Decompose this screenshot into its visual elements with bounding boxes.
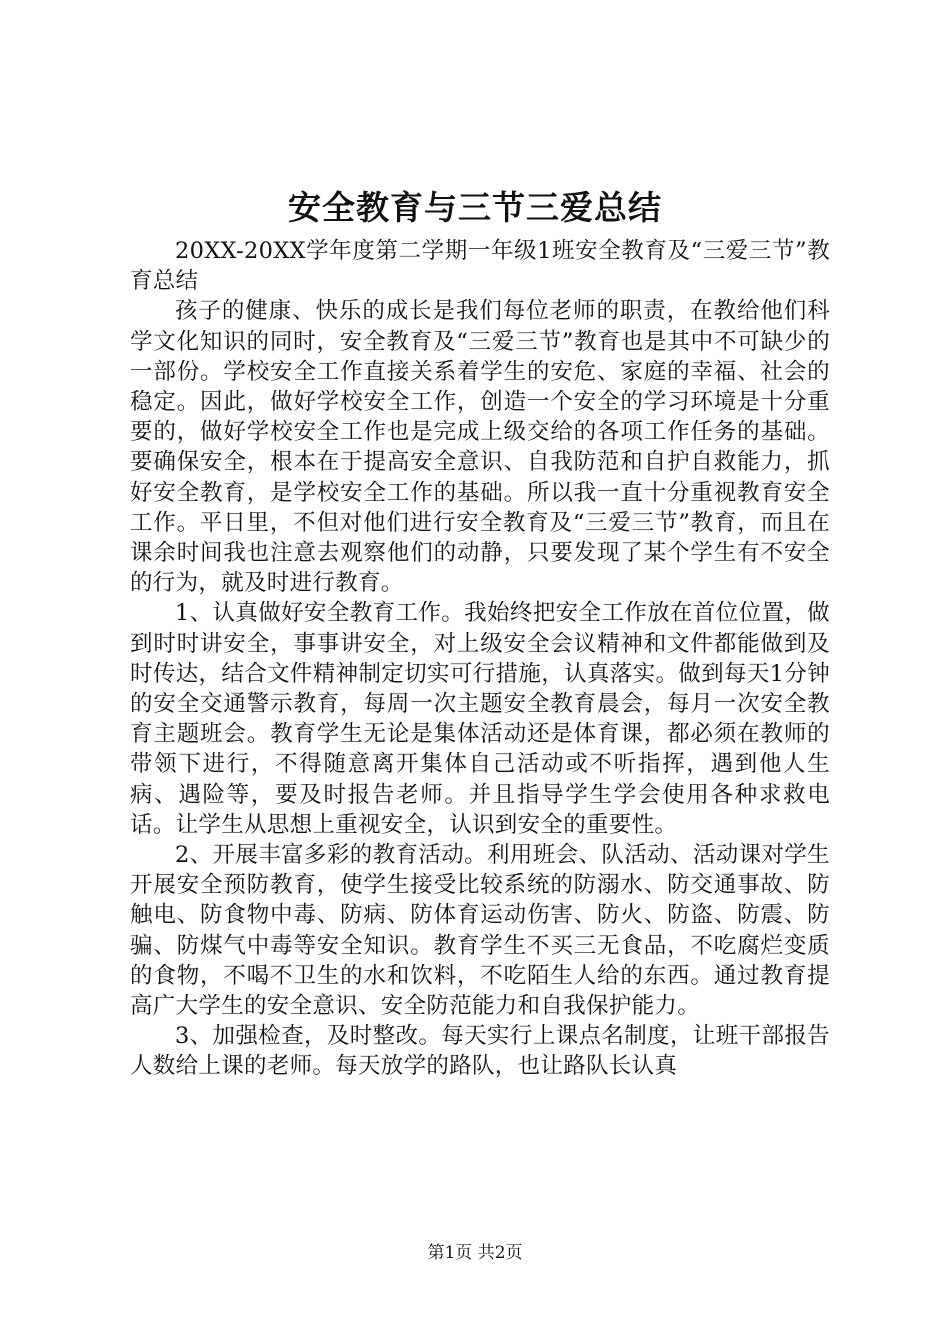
paragraph-intro: 孩子的健康、快乐的成长是我们每位老师的职责，在教给他们科学文化知识的同时，安全教育及“三爱三节”教育也是其中不可缺少的一部份。学校安全工作直接关系着学生的安危、家庭的幸福、社会的稳定。因此，做好学校安全工作，创造一个安全的学习环境是十分重要的，做好学校安全工作也是完成上级交给的各项工作任务的基础。要确保安全，根本在于提高安全意识、自我防范和自护自救能力，抓好安全教育，是学校安全工作的基础。所以我一直十分重视教育安全工作。平日里，不但对他们进行安全教育及“三爱三节”教育，而且在课余时间我也注意去观察他们的动静，只要发现了某个学生有不安全的行为，就及时进行教育。: [130, 298, 830, 597]
document-body: [130, 236, 830, 1082]
paragraph-point-1: 1、认真做好安全教育工作。我始终把安全工作放在首位位置，做到时时讲安全，事事讲安全，对上级安全会议精神和文件都能做到及时传达，结合文件精神制定切实可行措施，认真落实。做到每天1分钟的安全交通警示教育，每周一次主题安全教育晨会，每月一次安全教育主题班会。教育学生无论是集体活动还是体育课，都必须在教师的带领下进行，不得随意离开集体自己活动或不听指挥，遇到他人生病、遇险等，要及时报告老师。并且指导学生学会使用各种求救电话。让学生从思想上重视安全，认识到安全的重要性。: [130, 600, 830, 838]
paragraph-point-2: 2、开展丰富多彩的教育活动。利用班会、队活动、活动课对学生开展安全预防教育，使学生接受比较系统的防溺水、防交通事故、防触电、防食物中毒、防病、防体育运动伤害、防火、防盗、防震、防骗、防煤气中毒等安全知识。教育学生不买三无食品，不吃腐烂变质的食物，不喝不卫生的水和饮料，不吃陌生人给的东西。通过教育提高广大学生的安全意识、安全防范能力和自我保护能力。: [130, 842, 830, 1020]
paragraph-subtitle: 20XX-20XX学年度第二学期一年级1班安全教育及“三爱三节”教育总结: [130, 238, 830, 295]
paragraph-point-3: 3、加强检查，及时整改。每天实行上课点名制度，让班干部报告人数给上课的老师。每天放学的路队，也让路队长认真: [130, 1023, 830, 1080]
page-footer: 第1页 共2页: [427, 1243, 523, 1263]
document-title: 安全教育与三节三爱总结: [288, 188, 662, 227]
